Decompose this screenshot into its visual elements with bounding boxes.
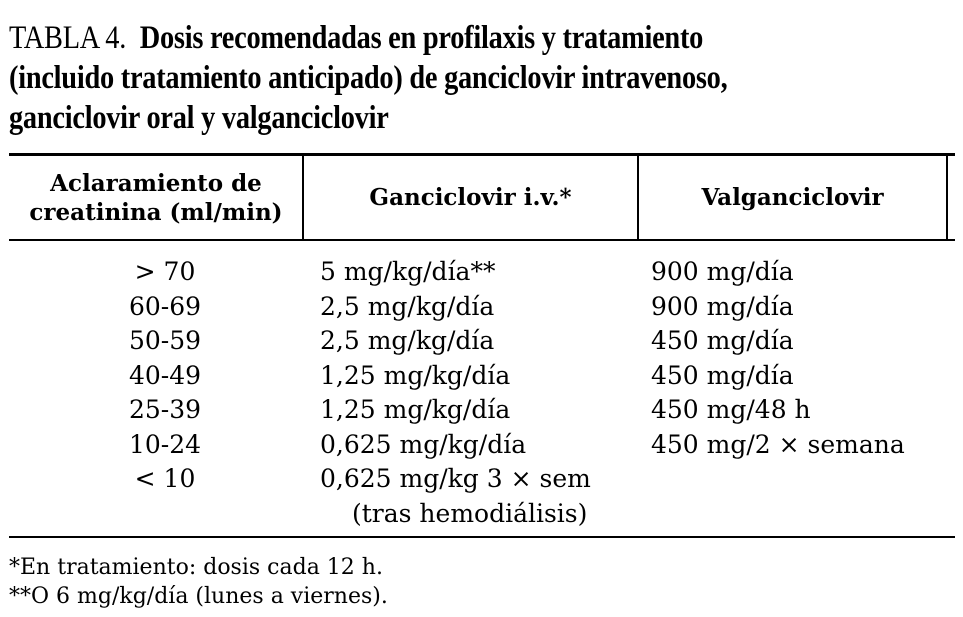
ganciclovir-iv-column xyxy=(320,255,591,531)
clearance-column xyxy=(100,255,230,497)
table-bottom-rule xyxy=(9,536,955,538)
table-cell: 40-49 xyxy=(128,360,202,390)
table-cell: 450 mg/48 h xyxy=(651,395,811,424)
table-cell: < 10 xyxy=(134,464,196,493)
table-cell xyxy=(651,462,905,497)
table-cell: 2,5 mg/kg/día xyxy=(320,291,495,321)
header-valganciclovir: Valganciclovir xyxy=(701,184,884,211)
table-cell: 60-69 xyxy=(128,291,202,321)
table-cell: 10-24 xyxy=(128,429,202,459)
table-cell: > 70 xyxy=(134,257,196,286)
table-cell: 25-39 xyxy=(128,395,202,424)
table-cell: 450 mg/2 × semana xyxy=(651,429,905,459)
column-divider-3 xyxy=(946,155,948,240)
table-cell: 900 mg/día xyxy=(651,257,794,286)
table-cell: 450 mg/día xyxy=(651,360,794,390)
table-cell: 2,5 mg/kg/día xyxy=(320,326,495,355)
valganciclovir-column xyxy=(651,255,905,497)
footnote-1: *En tratamiento: dosis cada 12 h. xyxy=(9,555,383,580)
header-clearance: Aclaramiento de creatinina (ml/min) xyxy=(29,170,283,226)
title-line-2: (incluido tratamiento anticipado) de ganciclovir intravenoso, xyxy=(9,60,728,96)
table-cell-note: (tras hemodiálisis) xyxy=(352,498,588,528)
table-cell: 450 mg/día xyxy=(651,326,794,355)
table-cell: 0,625 mg/kg 3 × sem xyxy=(320,464,591,493)
title-line-1: Dosis recomendadas en profilaxis y tratamiento xyxy=(139,20,704,56)
title-line-3: ganciclovir oral y valganciclovir xyxy=(9,100,389,136)
table-title xyxy=(9,18,955,138)
table-top-rule xyxy=(9,153,955,156)
table-cell: 50-59 xyxy=(128,326,202,355)
table-cell: 0,625 mg/kg/día xyxy=(320,429,527,459)
table-cell: 900 mg/día xyxy=(651,291,794,321)
table-cell: 1,25 mg/kg/día xyxy=(320,360,511,390)
table-cell: 1,25 mg/kg/día xyxy=(320,395,511,424)
header-ganciclovir-iv: Ganciclovir i.v.* xyxy=(369,184,572,211)
table-cell: 5 mg/kg/día** xyxy=(320,257,496,286)
table-label: TABLA 4. xyxy=(9,20,127,56)
footnote-2: **O 6 mg/kg/día (lunes a viernes). xyxy=(9,584,388,609)
header-bottom-rule xyxy=(9,239,955,241)
